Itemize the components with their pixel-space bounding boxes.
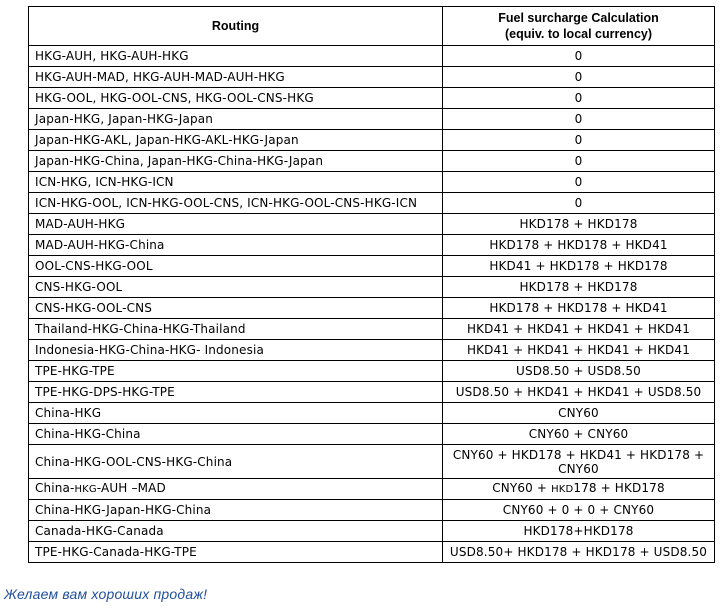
table-row bbox=[29, 67, 715, 88]
calculation-cell: HKD41 + HKD178 + HKD178 bbox=[443, 256, 715, 277]
routing-column-header: Routing bbox=[29, 7, 443, 46]
routing-cell bbox=[29, 479, 443, 500]
table-row bbox=[29, 151, 715, 172]
routing-cell: Thailand-HKG-China-HKG-Thailand bbox=[29, 319, 443, 340]
calculation-cell-line1: CNY60 + HKD178 + HKD41 + HKD178 + bbox=[452, 447, 705, 462]
calculation-cell: CNY60 + CNY60 bbox=[443, 424, 715, 445]
table-row bbox=[29, 479, 715, 500]
calculation-cell: HKD178 + HKD178 + HKD41 bbox=[443, 235, 715, 256]
calculation-column-header bbox=[443, 7, 715, 46]
calculation-cell: 0 bbox=[443, 46, 715, 67]
calculation-cell: USD8.50 + HKD41 + HKD41 + USD8.50 bbox=[443, 382, 715, 403]
calculation-part: CNY60 + bbox=[492, 481, 552, 495]
calculation-cell: 0 bbox=[443, 88, 715, 109]
table-row bbox=[29, 109, 715, 130]
table-row bbox=[29, 445, 715, 479]
routing-cell: China-HKG-Japan-HKG-China bbox=[29, 500, 443, 521]
table-row bbox=[29, 256, 715, 277]
table-row bbox=[29, 235, 715, 256]
calculation-cell: 0 bbox=[443, 130, 715, 151]
table-row bbox=[29, 319, 715, 340]
table-row bbox=[29, 424, 715, 445]
routing-cell: MAD-AUH-HKG-China bbox=[29, 235, 443, 256]
routing-part: China- bbox=[35, 481, 75, 495]
calculation-cell: HKD178+HKD178 bbox=[443, 521, 715, 542]
routing-cell: CNS-HKG-OOL bbox=[29, 277, 443, 298]
table-row bbox=[29, 403, 715, 424]
calculation-part-small: HKD bbox=[551, 484, 574, 495]
routing-cell: TPE-HKG-DPS-HKG-TPE bbox=[29, 382, 443, 403]
table-header-row bbox=[29, 7, 715, 46]
calculation-cell: 0 bbox=[443, 109, 715, 130]
table-row bbox=[29, 382, 715, 403]
calculation-cell bbox=[443, 479, 715, 500]
calculation-cell: 0 bbox=[443, 193, 715, 214]
calculation-cell: CNY60 + 0 + 0 + CNY60 bbox=[443, 500, 715, 521]
calculation-cell: 0 bbox=[443, 172, 715, 193]
calculation-cell: CNY60 bbox=[443, 403, 715, 424]
table-row bbox=[29, 130, 715, 151]
routing-cell: Japan-HKG, Japan-HKG-Japan bbox=[29, 109, 443, 130]
calculation-cell: HKD178 + HKD178 + HKD41 bbox=[443, 298, 715, 319]
table-row bbox=[29, 277, 715, 298]
routing-cell: HKG-OOL, HKG-OOL-CNS, HKG-OOL-CNS-HKG bbox=[29, 88, 443, 109]
calculation-header-line1: Fuel surcharge Calculation bbox=[498, 11, 659, 25]
table-row bbox=[29, 298, 715, 319]
closing-note: Желаем вам хороших продаж! bbox=[4, 586, 208, 602]
routing-cell: ICN-HKG, ICN-HKG-ICN bbox=[29, 172, 443, 193]
table-row bbox=[29, 340, 715, 361]
routing-cell: CNS-HKG-OOL-CNS bbox=[29, 298, 443, 319]
table-row bbox=[29, 88, 715, 109]
table-row bbox=[29, 214, 715, 235]
calculation-cell bbox=[443, 445, 715, 479]
routing-part-small: HKG bbox=[74, 484, 97, 495]
calculation-cell: HKD41 + HKD41 + HKD41 + HKD41 bbox=[443, 319, 715, 340]
table-row bbox=[29, 193, 715, 214]
routing-cell: TPE-HKG-TPE bbox=[29, 361, 443, 382]
routing-cell: China-HKG-OOL-CNS-HKG-China bbox=[29, 445, 443, 479]
calculation-cell-line2: CNY60 bbox=[558, 461, 599, 476]
calculation-cell: 0 bbox=[443, 151, 715, 172]
table-row bbox=[29, 46, 715, 67]
routing-cell: China-HKG bbox=[29, 403, 443, 424]
fuel-surcharge-table bbox=[28, 6, 715, 563]
calculation-part: 178 + HKD178 bbox=[573, 481, 665, 495]
routing-cell: Japan-HKG-AKL, Japan-HKG-AKL-HKG-Japan bbox=[29, 130, 443, 151]
routing-cell: HKG-AUH, HKG-AUH-HKG bbox=[29, 46, 443, 67]
table-row bbox=[29, 500, 715, 521]
table-row bbox=[29, 542, 715, 563]
routing-cell: Indonesia-HKG-China-HKG- Indonesia bbox=[29, 340, 443, 361]
routing-cell: MAD-AUH-HKG bbox=[29, 214, 443, 235]
routing-cell: ICN-HKG-OOL, ICN-HKG-OOL-CNS, ICN-HKG-OOL-CNS-HKG-ICN bbox=[29, 193, 443, 214]
routing-part: -AUH –MAD bbox=[96, 481, 166, 495]
calculation-cell: HKD178 + HKD178 bbox=[443, 214, 715, 235]
routing-cell: OOL-CNS-HKG-OOL bbox=[29, 256, 443, 277]
routing-cell: China-HKG-China bbox=[29, 424, 443, 445]
table-row bbox=[29, 521, 715, 542]
routing-cell: TPE-HKG-Canada-HKG-TPE bbox=[29, 542, 443, 563]
calculation-cell: HKD41 + HKD41 + HKD41 + HKD41 bbox=[443, 340, 715, 361]
table-row bbox=[29, 361, 715, 382]
calculation-cell: USD8.50 + USD8.50 bbox=[443, 361, 715, 382]
routing-cell: Japan-HKG-China, Japan-HKG-China-HKG-Japan bbox=[29, 151, 443, 172]
calculation-cell: USD8.50+ HKD178 + HKD178 + USD8.50 bbox=[443, 542, 715, 563]
routing-cell: Canada-HKG-Canada bbox=[29, 521, 443, 542]
routing-cell: HKG-AUH-MAD, HKG-AUH-MAD-AUH-HKG bbox=[29, 67, 443, 88]
table-row bbox=[29, 172, 715, 193]
calculation-cell: HKD178 + HKD178 bbox=[443, 277, 715, 298]
calculation-header-line2: (equiv. to local currency) bbox=[504, 27, 653, 41]
calculation-cell: 0 bbox=[443, 67, 715, 88]
